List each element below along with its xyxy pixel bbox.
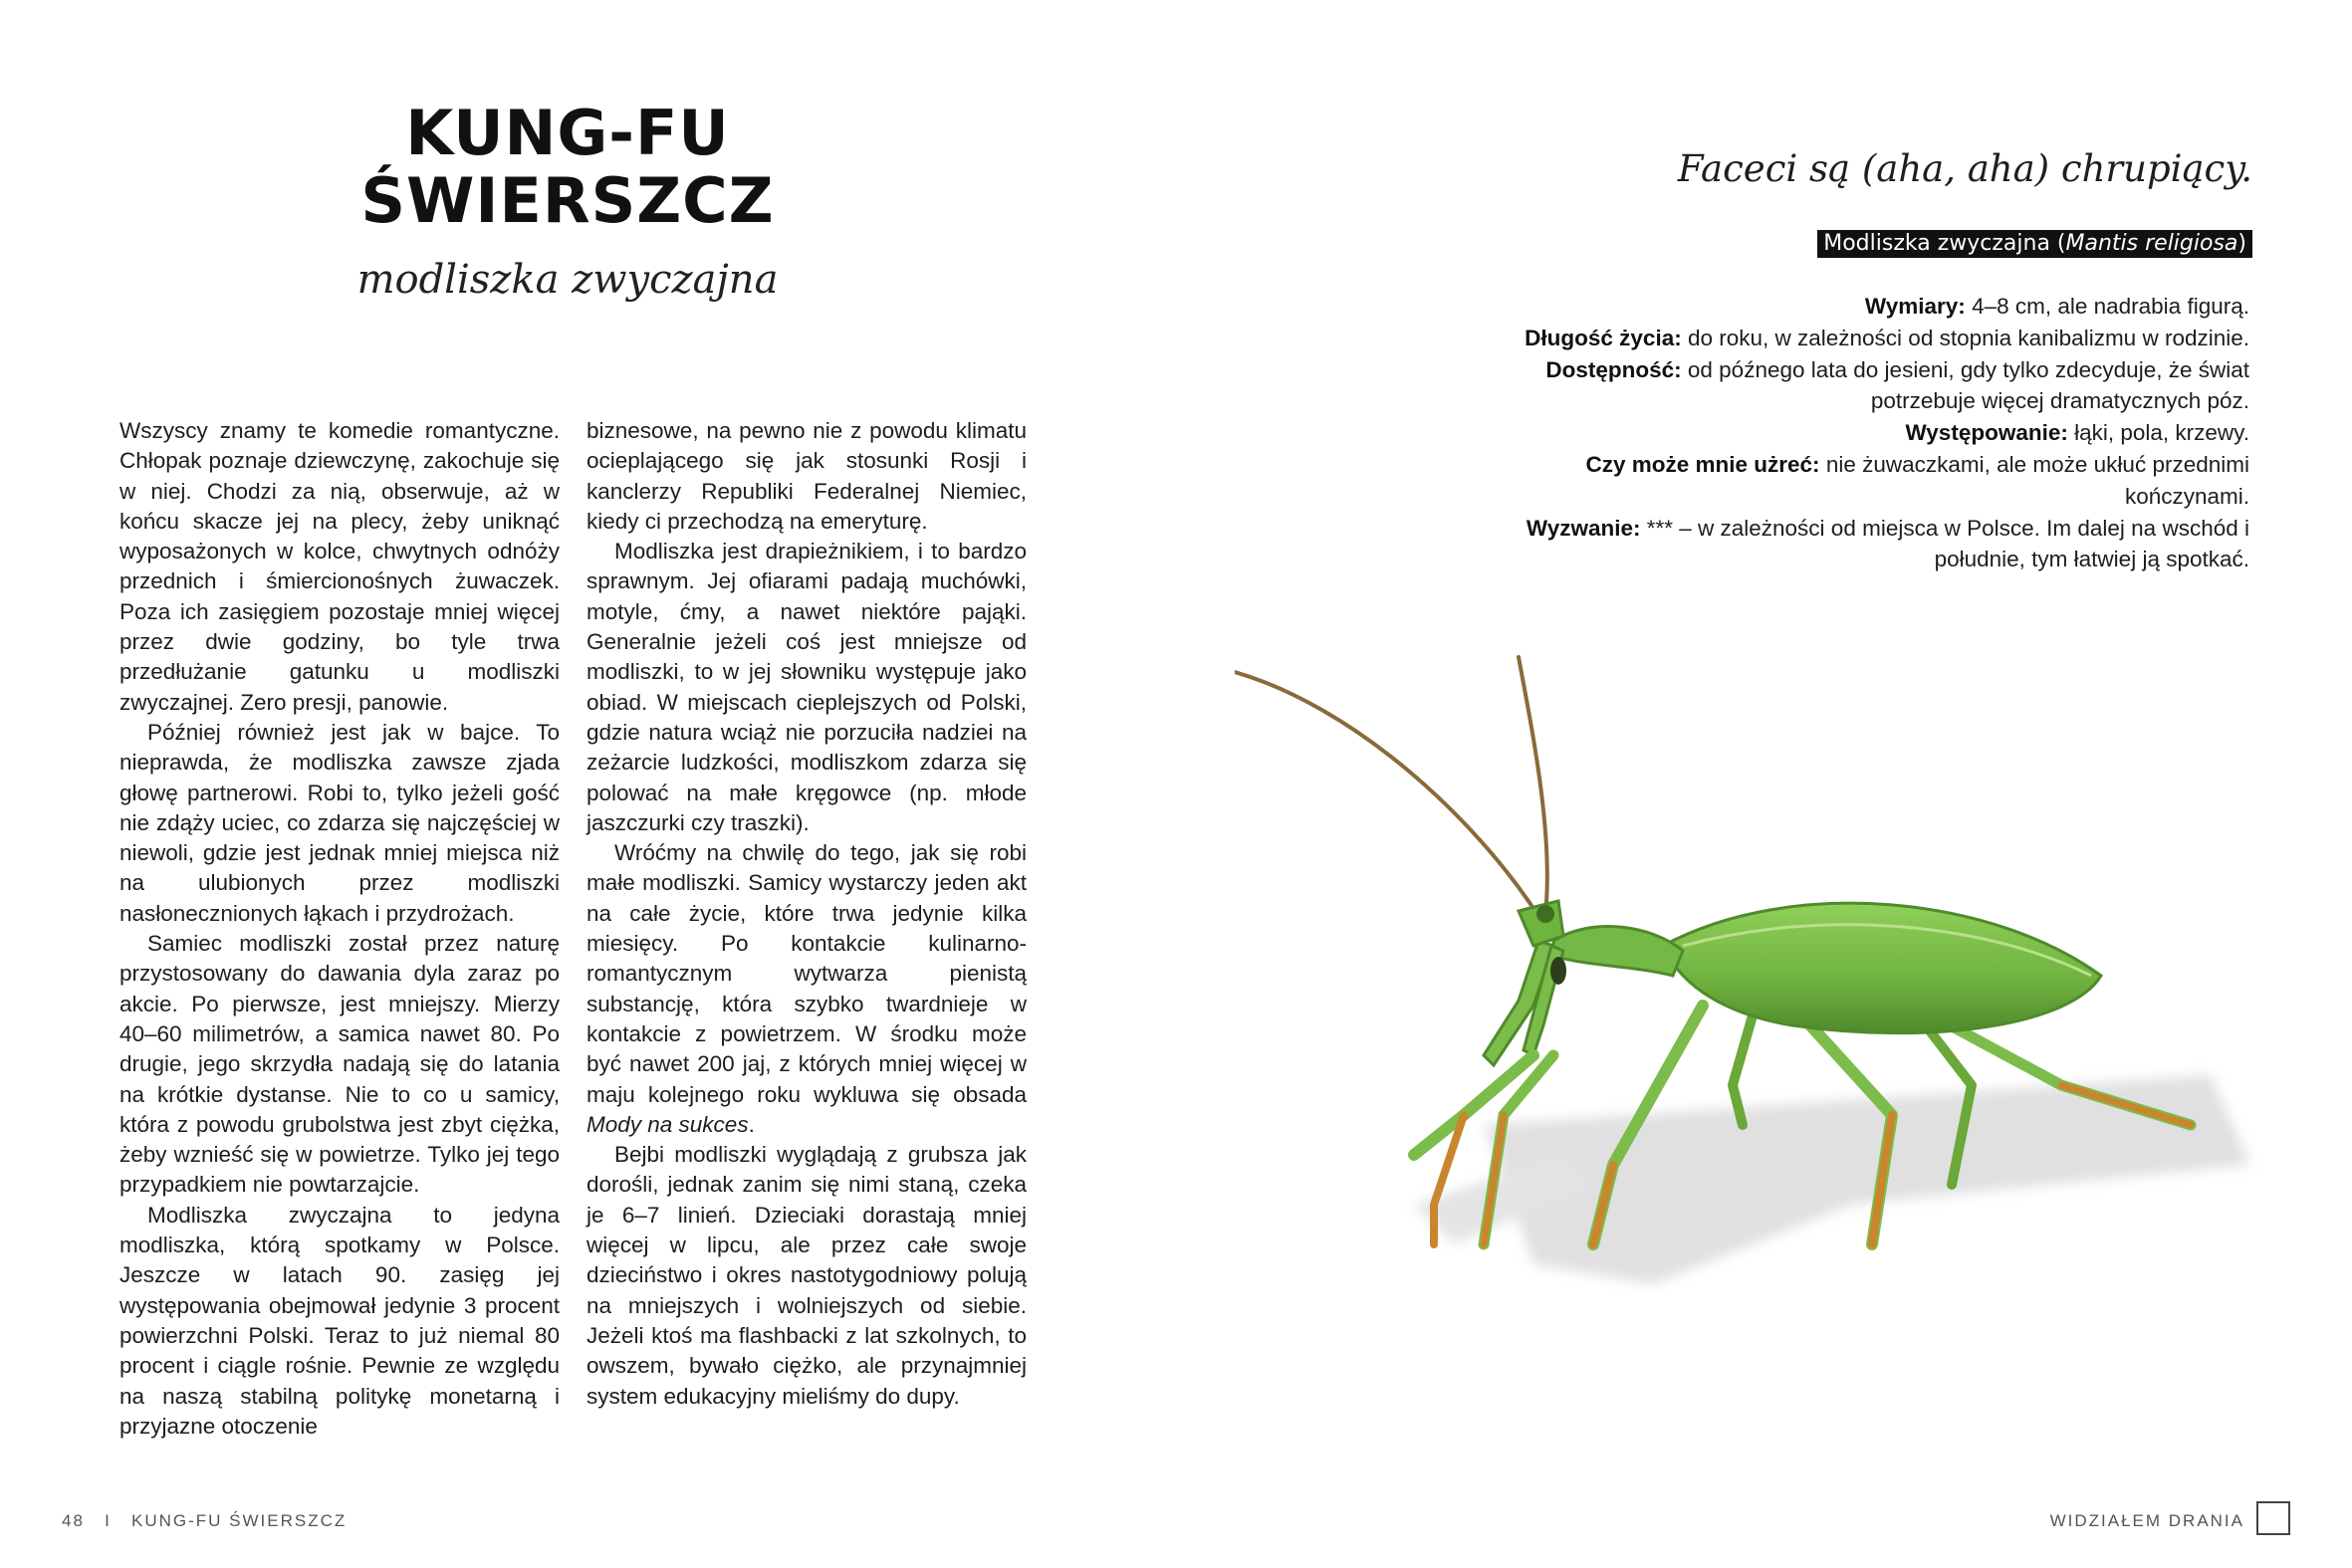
tagline: Faceci są (aha, aha) chrupiący.: [1677, 147, 2252, 190]
paragraph: Modliszka zwyczajna to jedyna modliszka, którą spotkamy w Polsce. Jeszcze w latach 90. zasięg jej występowania obejmował jedynie 3 procent powierzchni Polski. Teraz to już niemal 80 procent i ciągle rośnie. Pewnie ze względu na naszą stabilną politykę monetarną i przyjazne otoczenie: [119, 1202, 560, 1439]
fact-text: do roku, w zależności od stopnia kanibalizmu w rodzinie.: [1681, 325, 2249, 350]
species-close: ): [2237, 231, 2246, 256]
title-line-2: ŚWIERSZCZ: [360, 164, 775, 237]
antennae: [1235, 657, 1547, 916]
fact-label: Czy może mnie użreć:: [1585, 451, 1820, 477]
facts-box: [1493, 291, 2249, 575]
fact-text: *** – w zależności od miejsca w Polsce. Im dalej na wschód i południe, tym łatwiej ją spotkać.: [1640, 515, 2249, 572]
text-column-1: [119, 416, 560, 1442]
paragraph-text: Modliszka jest drapieżnikiem, i to bardzo sprawnym. Jej ofiarami padają muchówki, motyle, ćmy, a nawet niektóre pająki. Generalnie jeżeli coś jest mniejsze od modliszki, to w jej słowniku występuje jako obiad. W miejscach cieplejszych od Polski, gdzie natura wciąż nie porzuciła nadziei na zeżarcie ludzkości, modliszkom zdarza się polować na małe kręgowce (np. młode jaszczurki czy traszki).: [587, 539, 1027, 835]
praying-mantis-illustration: [1235, 647, 2280, 1294]
article-title: [299, 97, 836, 237]
fact-text: 4–8 cm, ale nadrabia figurą.: [1965, 294, 2249, 319]
footer-left: [62, 1511, 347, 1531]
running-title-right: WIDZIAŁEM DRANIA: [2049, 1511, 2244, 1530]
fact-label: Wyzwanie:: [1526, 515, 1641, 541]
paragraph: biznesowe, na pewno nie z powodu klimatu ocieplającego się jak stosunki Rosji i kanclerzy Republiki Federalnej Niemiec, kiedy ci przechodzą na emeryturę.: [587, 418, 1027, 534]
fact-text: od późnego lata do jesieni, gdy tylko zdecyduje, że świat potrzebuje więcej dramatycznych póz.: [1681, 356, 2249, 414]
text-column-2: [587, 416, 1027, 1412]
mantis-abdomen: [1663, 903, 2101, 1032]
paragraph: [587, 838, 1027, 1140]
fact-challenge: [1493, 513, 2249, 576]
fact-bite: [1493, 449, 2249, 513]
paragraph: Bejbi modliszki wyglądają z grubsza jak dorośli, jednak zanim się nimi staną, czeka je 6–7 linień. Dzieciaki dorastają mniej więcej w lipcu, ale przez całe swoje dzieciństwo i okres nastotygodniowy polują na mniejszych i wolniejszych od siebie. Jeżeli ktoś ma flashbacki z lat szkolnych, to owszem, bywało ciężko, ale przynajmniej system edukacyjny mieliśmy do dupy.: [587, 1142, 1027, 1409]
page-corner-box: [2256, 1501, 2290, 1535]
footer-separator: I: [105, 1511, 112, 1530]
fact-label: Długość życia:: [1525, 325, 1682, 350]
fact-habitat: [1493, 417, 2249, 449]
paragraph: Później również jest jak w bajce. To nieprawda, że modliszka zawsze zjada głowę partnerowi. Robi to, tylko jeżeli gość nie zdąży uciec, co zdarza się najczęściej w niewoli, gdzie jest jednak mniej miejsca niż na ulubionych przez modliszki nasłonecznionych łąkach i przydrożach.: [119, 719, 560, 926]
running-title-left: KUNG-FU ŚWIERSZCZ: [131, 1511, 348, 1530]
mantis-head: [1519, 901, 1563, 946]
species-label: [1817, 230, 2252, 258]
fact-text: łąki, pola, krzewy.: [2067, 420, 2249, 446]
species-name: Modliszka zwyczajna (: [1823, 231, 2066, 256]
paragraph: Wszyscy znamy te komedie romantyczne. Chłopak poznaje dziewczynę, zakochuje się w niej. Chodzi za nią, obserwuje, aż w końcu skacze jej na plecy, żeby uniknąć wyposażonych w kolce, chwytnych odnóży przednich i śmiercionośnych żuwaczek. Poza ich zasięgiem pozostaje mniej więcej przez dwie godziny, bo tyle trwa przedłużanie gatunku u modliszki zwyczajnej. Zero presji, panowie.: [119, 418, 560, 715]
fact-label: Występowanie:: [1905, 420, 2068, 446]
title-line-1: KUNG-FU: [405, 97, 730, 169]
species-latin: Mantis religiosa: [2065, 231, 2238, 256]
article-subtitle: modliszka zwyczajna: [356, 257, 779, 303]
foreleg-spot: [1550, 957, 1566, 985]
raptorial-forelegs: [1484, 941, 1563, 1065]
paragraph-end: .: [748, 1111, 755, 1137]
fact-text: nie żuwaczkami, ale może ukłuć przednimi kończynami.: [1819, 451, 2249, 509]
fact-label: Wymiary:: [1864, 294, 1966, 319]
fact-lifespan: [1493, 323, 2249, 354]
fact-availability: [1493, 354, 2249, 418]
mantis-thorax: [1553, 927, 1683, 976]
paragraph: Samiec modliszki został przez naturę przystosowany do dawania dyla zaraz po akcie. Po pierwsze, jest mniejszy. Mierzy 40–60 milimetrów, a samica nawet 80. Po drugie, jego skrzydła nadają się do latania na krótkie dystanse. Nie to co u samicy, która z powodu grubolstwa jest zbyt ciężka, żeby wznieść się w powietrze. Tylko jej tego przypadkiem nie powtarzajcie.: [119, 931, 560, 1198]
paragraph: [587, 537, 1027, 838]
fact-label: Dostępność:: [1545, 356, 1682, 382]
italic-title: Mody na sukces: [587, 1111, 749, 1137]
page-number: 48: [62, 1511, 85, 1530]
fact-dimensions: [1493, 291, 2249, 323]
paragraph-text: Wróćmy na chwilę do tego, jak się robi małe modliszki. Samicy wystarczy jeden akt na całe życie, które trwa jedynie kilka miesięcy. Po kontakcie kulinarno-romantycznym wytwarza pienistą substancję, która szybko twardnieje w kontakcie z powietrzem. W środku może być nawet 200 jaj, z których mniej więcej w maju kolejnego roku wykluwa się obsada: [587, 840, 1027, 1107]
